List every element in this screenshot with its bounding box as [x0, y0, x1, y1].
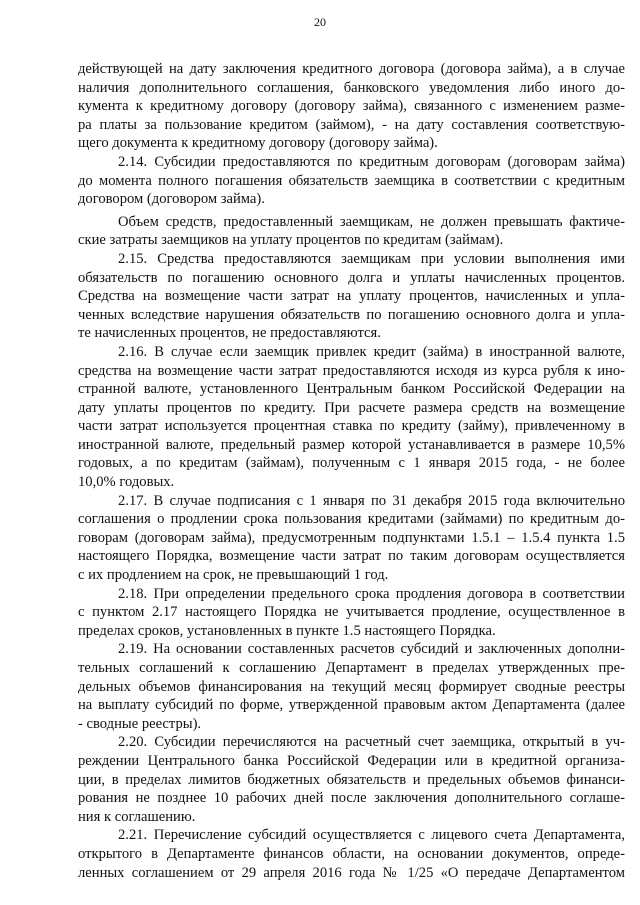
text-line: пределах сроков, установленных в пункте 1.5 настоящего Порядка.	[78, 622, 496, 639]
text-line: до момента полного погашения обязательств заемщика в соответствии с кредитным	[78, 172, 625, 189]
text-line: Средства на возмещение части затрат на уплату процентов, начисленных и упла-	[78, 288, 625, 305]
text-line: 2.15. Средства предоставляются заемщикам при условии выполнения ими	[118, 250, 625, 267]
text-line: ра платы за пользование кредитом (займом), - на дату составления соответствую-	[78, 116, 625, 133]
text-line: на выплату субсидий по форме, утвержденной правовым актом Департамента (далее	[78, 697, 625, 714]
paragraph-2-19	[78, 640, 625, 733]
text-line: 2.21. Перечисление субсидий осуществляется с лицевого счета Департамента,	[118, 827, 625, 844]
text-line: соглашения о продлении срока пользования кредитами (займами) по кредитным до-	[78, 511, 625, 528]
paragraph-2-15	[78, 250, 625, 343]
text-line: договором (договором займа).	[78, 191, 265, 208]
text-line: дельных объемов финансирования на текущий месяц формирует сводные реестры	[78, 678, 625, 695]
text-line: рования не позднее 10 рабочих дней после заключения дополнительного соглаше-	[78, 790, 625, 807]
text-line: ские затраты заемщиков на уплату процентов по кредитам (займам).	[78, 232, 504, 249]
paragraph-2-21	[78, 826, 625, 882]
text-line: иностранной валюте, предельный размер которой устанавливается в размере 10,5%	[78, 436, 625, 453]
text-line: 2.19. На основании составленных расчетов субсидий и заключенных дополни-	[118, 641, 625, 658]
text-line: странной валюте, установленного Центральным банком Российской Федерации на	[78, 381, 625, 398]
text-line: кумента к кредитному договору (договору займа), связанного с изменением разме-	[78, 98, 625, 115]
paragraph-2-18	[78, 585, 625, 641]
text-line: тельных соглашений к соглашению Департамент в пределах утвержденных пре-	[78, 660, 625, 676]
paragraph-volume	[78, 213, 625, 250]
text-line: 2.18. При определении предельного срока продления договора в соответствии	[118, 585, 625, 602]
text-line: обязательств по погашению основного долга и уплаты начисленных процентов.	[78, 269, 625, 286]
text-line: 2.17. В случае подписания с 1 января по 31 декабря 2015 года включительно	[118, 492, 625, 509]
text-line: 2.14. Субсидии предоставляются по кредитным договорам (договорам займа)	[118, 153, 625, 170]
paragraph-2-14	[78, 153, 625, 209]
paragraph-2-17	[78, 492, 625, 585]
text-line: открытого в Департаменте финансов области, на основании документов, опреде-	[78, 845, 625, 862]
document-body	[78, 60, 625, 882]
text-line: те начисленных процентов, не предоставляются.	[78, 325, 381, 342]
text-line: 2.16. В случае если заемщик привлек кредит (займа) в иностранной валюте,	[118, 343, 625, 360]
text-line: ленных соглашением от 29 апреля 2016 года № 1/25 «О передаче Департаментом	[78, 864, 625, 881]
text-line: наличия дополнительного соглашения, банковского уведомления либо иного до-	[78, 79, 625, 96]
paragraph-2-16	[78, 343, 625, 492]
text-line: ции, в пределах лимитов бюджетных обязательств и предельных объемов финанси-	[78, 771, 625, 788]
text-line: 2.20. Субсидии перечисляются на расчетный счет заемщика, открытый в уч-	[118, 734, 625, 751]
text-line: с пунктом 2.17 настоящего Порядка не учитывается продление, осуществленное в	[78, 604, 625, 621]
paragraph-continuation	[78, 60, 625, 153]
paragraph-2-20	[78, 733, 625, 826]
text-line: Объем средств, предоставленный заемщикам, не должен превышать фактиче-	[118, 213, 625, 230]
text-line: дату уплаты процентов по кредиту. При расчете размера средств на возмещение	[78, 399, 625, 416]
text-line: средства на возмещение части затрат предоставляются исходя из курса рубля к ино-	[78, 362, 625, 379]
text-line: настоящего Порядка, возмещение части затрат по таким договорам осуществляется	[78, 548, 625, 565]
page-number: 20	[314, 15, 326, 29]
text-line: реждении Центрального банка Российской Федерации или в кредитной организа-	[78, 752, 625, 769]
text-line: части затрат используется процентная ставка по кредиту (займу), привлеченному в	[78, 418, 625, 435]
text-line: действующей на дату заключения кредитного договора (договора займа), а в случае	[78, 61, 625, 77]
text-line: с их продлением на срок, не превышающий 1 год.	[78, 567, 389, 584]
text-line: ченных вследствие нарушения обязательств по погашению основного долга и упла-	[78, 306, 625, 323]
text-line: годовых, а по кредитам (займам), полученным с 1 января 2015 года, - не более	[78, 455, 625, 472]
text-line: ния к соглашению.	[78, 808, 196, 825]
text-line: щего документа к кредитному договору (договору займа).	[78, 135, 438, 152]
text-line: говорам (договорам займа), предусмотренным подпунктами 1.5.1 – 1.5.4 пункта 1.5	[78, 529, 625, 546]
text-line: 10,0% годовых.	[78, 474, 175, 491]
text-line: - сводные реестры).	[78, 715, 202, 732]
